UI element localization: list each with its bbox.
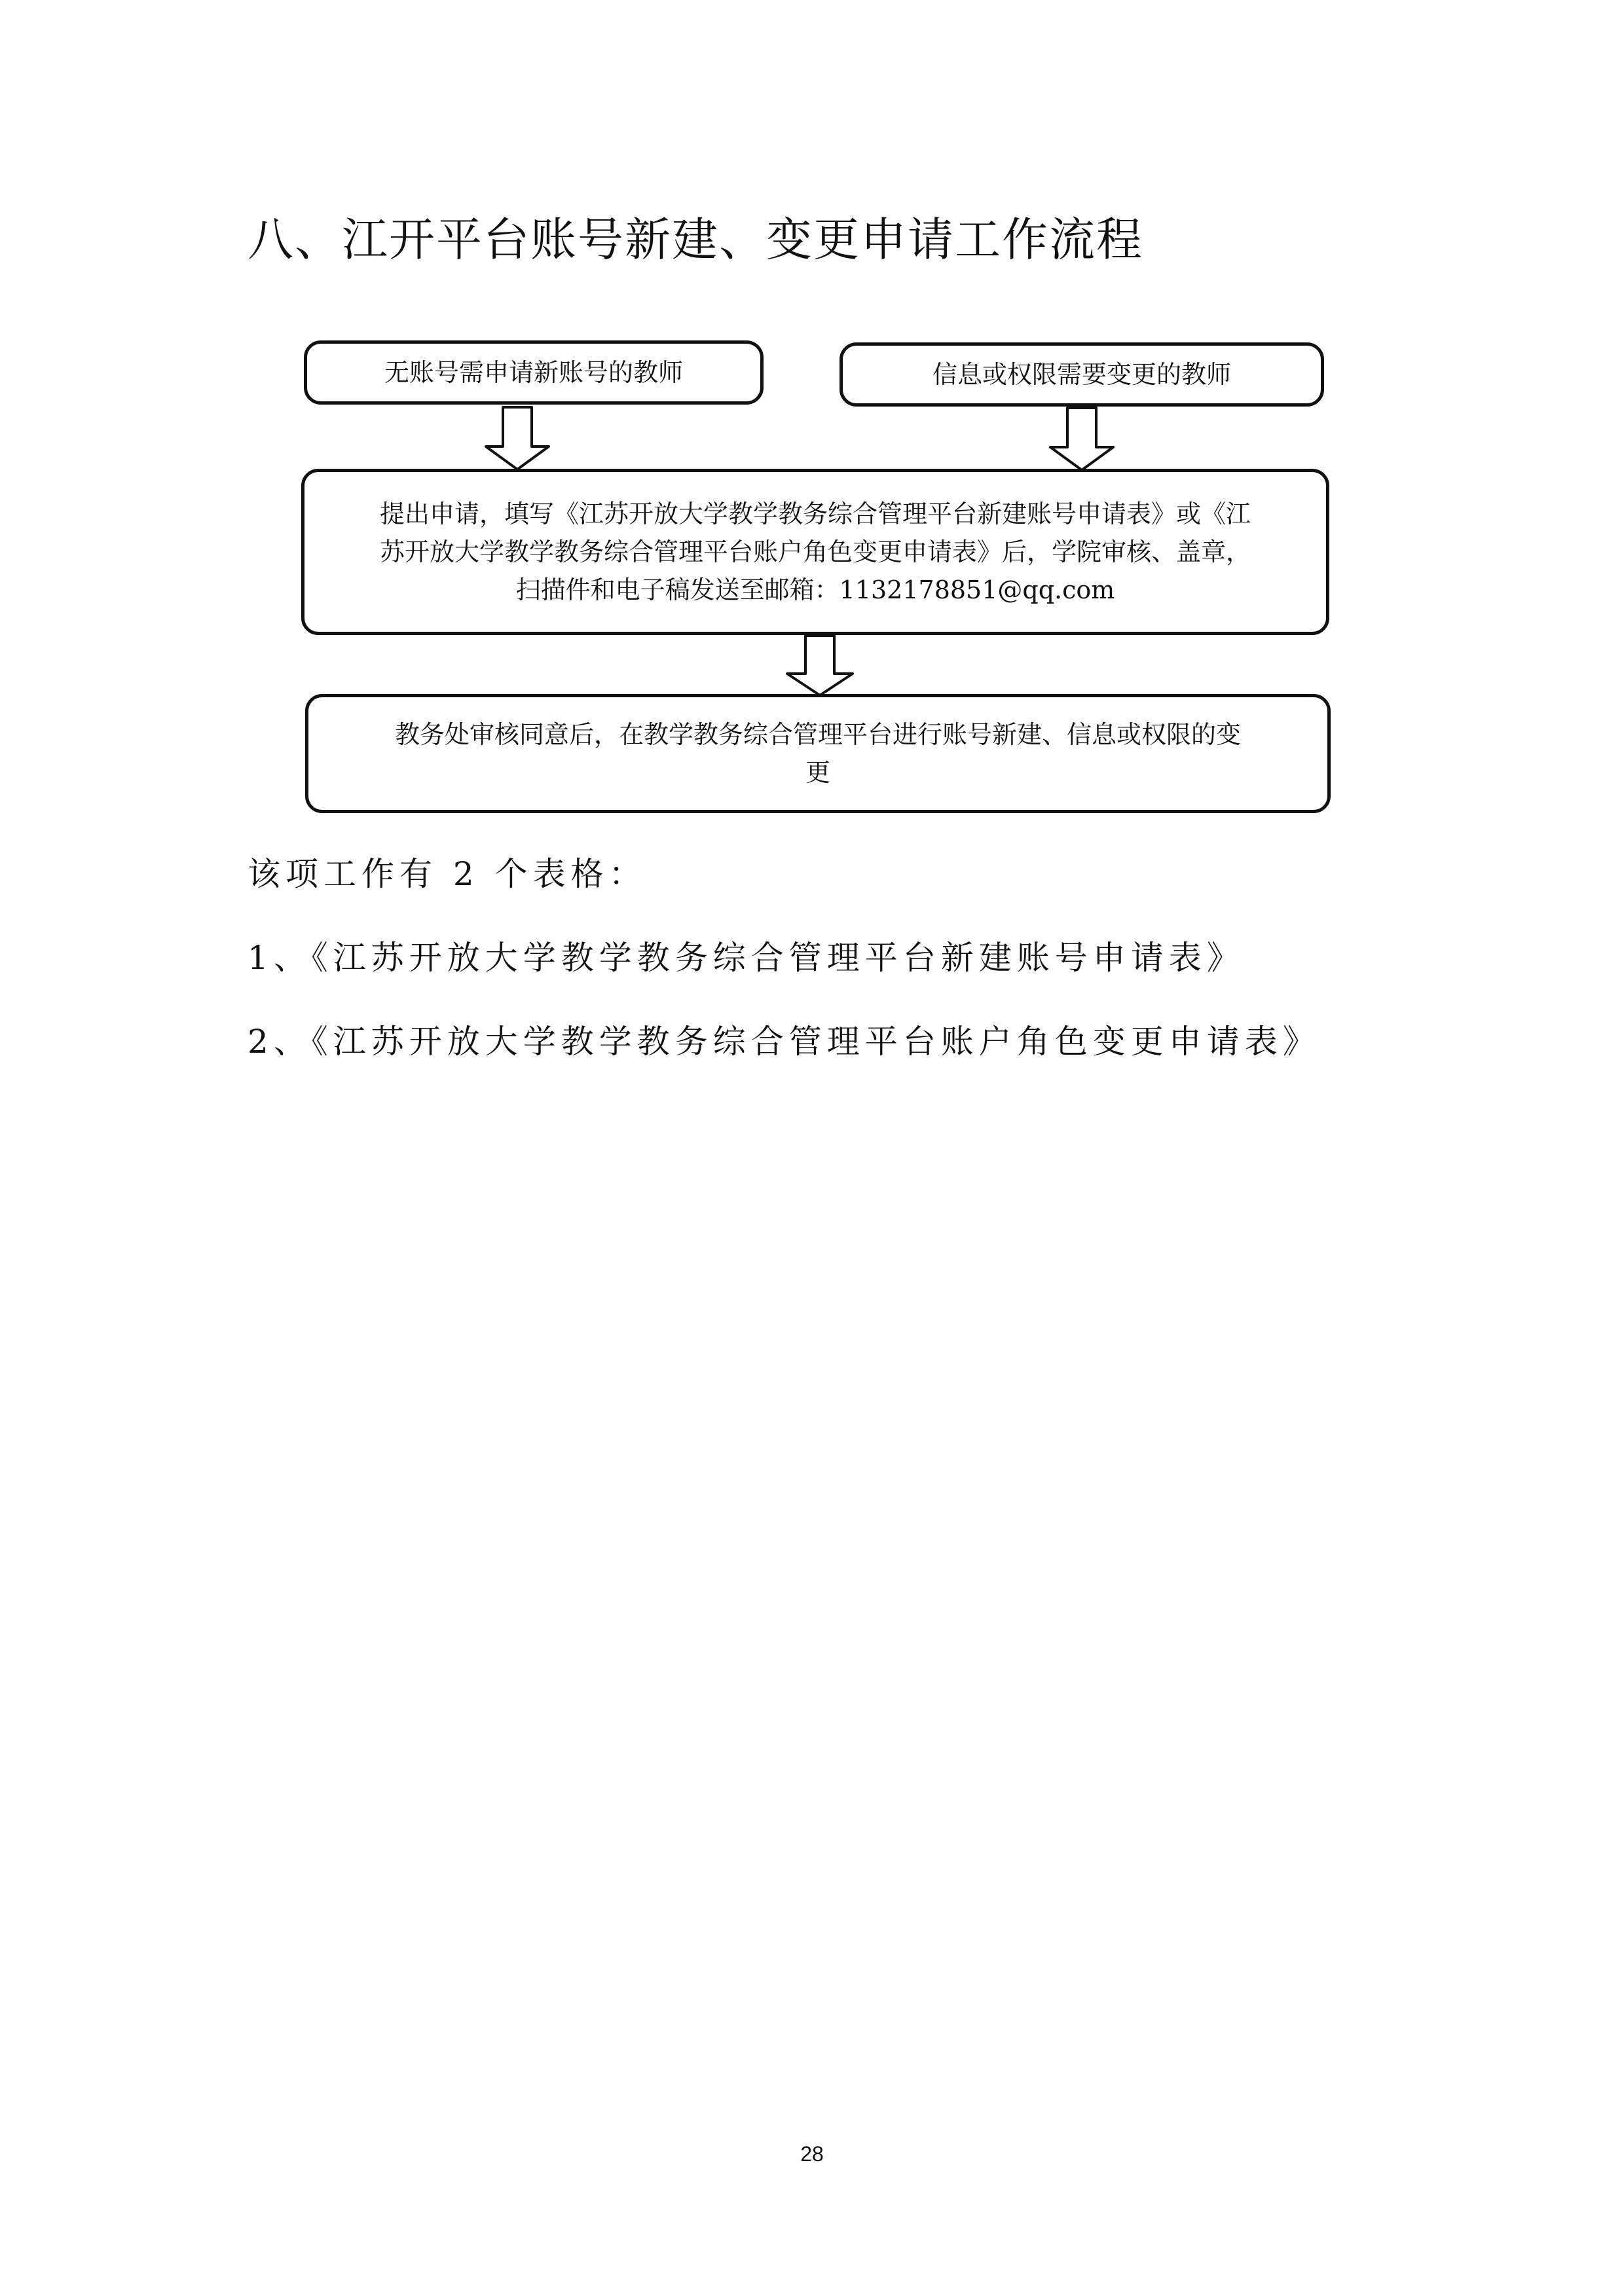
flow-box-change-teacher (840, 342, 1324, 407)
flow-box-change-teacher-label: 信息或权限需要变更的教师 (932, 360, 1231, 389)
apply-line: 苏开放大学教学教务综合管理平台账户角色变更申请表》后，学院审核、盖章， (379, 538, 1251, 566)
flow-box-academic-affairs-approval-text (379, 716, 1257, 792)
flow-box-submit-application (301, 469, 1329, 635)
flow-box-submit-application-text (364, 495, 1266, 609)
forms-intro: 该项工作有 2 个表格： (248, 855, 647, 893)
down-arrow-icon (483, 406, 551, 471)
page-number: 28 (800, 2142, 824, 2166)
down-arrow-icon (1048, 407, 1116, 472)
form-list-item: 1、《江苏开放大学教学教务综合管理平台新建账号申请表》 (248, 939, 1245, 977)
flow-box-academic-affairs-approval (305, 694, 1331, 813)
apply-line: 扫描件和电子稿发送至邮箱：1132178851@qq.com (515, 575, 1115, 604)
flow-box-new-account-teacher-label: 无账号需申请新账号的教师 (384, 358, 683, 387)
section-title: 八、江开平台账号新建、变更申请工作流程 (248, 213, 1143, 266)
approve-line: 教务处审核同意后，在教学教务综合管理平台进行账号新建、信息或权限的变 (394, 720, 1241, 749)
down-arrow-icon (784, 634, 855, 697)
flow-box-new-account-teacher (304, 340, 764, 405)
approve-line: 更 (805, 758, 830, 787)
form-list-item: 2、《江苏开放大学教学教务综合管理平台账户角色变更申请表》 (248, 1023, 1321, 1061)
apply-line: 提出申请，填写《江苏开放大学教学教务综合管理平台新建账号申请表》或《江 (379, 500, 1251, 528)
